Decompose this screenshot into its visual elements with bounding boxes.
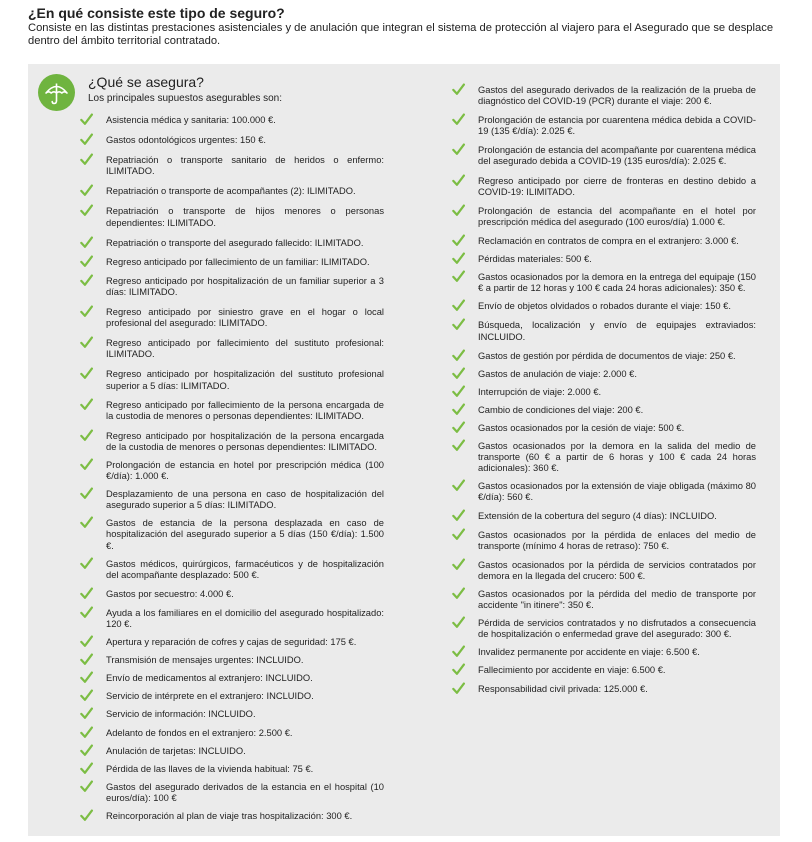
check-icon <box>452 252 465 265</box>
coverage-item <box>80 518 384 551</box>
check-icon <box>80 305 93 318</box>
coverage-list-right <box>452 78 756 695</box>
check-icon <box>452 299 465 312</box>
coverage-item-text: Pérdidas materiales: 500 €. <box>478 254 592 265</box>
coverage-item-text: Gastos de estancia de la persona desplazada en caso de hospitalización del asegurado superior a 5 días (150 €/día): 1.500 €. <box>106 518 384 551</box>
coverage-item <box>80 115 384 126</box>
check-icon <box>452 349 465 362</box>
check-icon <box>80 113 93 126</box>
coverage-item <box>80 206 384 228</box>
check-icon <box>452 558 465 571</box>
check-icon <box>80 606 93 619</box>
coverage-item-text: Servicio de intérprete en el extranjero: INCLUIDO. <box>106 691 314 702</box>
coverage-item-text: Responsabilidad civil privada: 125.000 €. <box>478 683 648 694</box>
coverage-item-text: Búsqueda, localización y envío de equipajes extraviados: INCLUIDO. <box>478 320 756 342</box>
coverage-item <box>452 387 756 398</box>
coverage-item-text: Regreso anticipado por fallecimiento de la persona encargada de la custodia de menores o personas dependientes: ILIMITADO. <box>106 399 384 421</box>
check-icon <box>80 762 93 775</box>
coverage-item-text: Regreso anticipado por hospitalización de un familiar superior a 3 días: ILIMITADO. <box>106 275 384 297</box>
check-icon <box>452 113 465 126</box>
coverage-item <box>452 618 756 640</box>
coverage-item-text: Servicio de información: INCLUIDO. <box>106 709 256 720</box>
intro-section <box>28 5 798 47</box>
coverage-item <box>80 673 384 684</box>
check-icon <box>452 479 465 492</box>
coverage-title: ¿Qué se asegura? <box>88 74 204 90</box>
check-icon <box>80 557 93 570</box>
coverage-item <box>452 405 756 416</box>
coverage-item-text: Gastos por secuestro: 4.000 €. <box>106 588 234 599</box>
intro-title: ¿En qué consiste este tipo de seguro? <box>28 5 285 21</box>
coverage-item-text: Regreso anticipado por cierre de fronteras en destino debido a COVID-19: ILIMITADO. <box>478 175 756 197</box>
coverage-item-text: Gastos odontológicos urgentes: 150 €. <box>106 135 266 146</box>
coverage-item-text: Envío de objetos olvidados o robados durante el viaje: 150 €. <box>478 301 731 312</box>
coverage-item-text: Reclamación en contratos de compra en el extranjero: 3.000 €. <box>478 235 739 246</box>
check-icon <box>80 133 93 146</box>
check-icon <box>452 367 465 380</box>
coverage-item-text: Apertura y reparación de cofres y cajas de seguridad: 175 €. <box>106 637 357 648</box>
coverage-item <box>80 637 384 648</box>
check-icon <box>80 635 93 648</box>
coverage-item <box>80 431 384 453</box>
check-icon <box>80 487 93 500</box>
check-icon <box>80 274 93 287</box>
check-icon <box>80 204 93 217</box>
check-icon <box>452 403 465 416</box>
coverage-item-text: Interrupción de viaje: 2.000 €. <box>478 386 602 397</box>
check-icon <box>80 809 93 822</box>
coverage-item <box>80 307 384 329</box>
coverage-item-text: Reincorporación al plan de viaje tras hospitalización: 300 €. <box>106 811 353 822</box>
check-icon <box>80 236 93 249</box>
check-icon <box>452 174 465 187</box>
coverage-item-text: Pérdida de las llaves de la vivienda habitual: 75 €. <box>106 763 314 774</box>
coverage-subtitle: Los principales supuestos asegurables son: <box>88 93 283 104</box>
coverage-item-text: Invalidez permanente por accidente en viaje: 6.500 €. <box>478 647 700 658</box>
check-icon <box>80 367 93 380</box>
coverage-item <box>80 489 384 511</box>
coverage-item <box>80 155 384 177</box>
check-icon <box>80 744 93 757</box>
coverage-item <box>452 206 756 228</box>
coverage-item <box>80 782 384 804</box>
check-icon <box>80 689 93 702</box>
intro-description: Consiste en las distintas prestaciones asistenciales y de anulación que integran el sistema de protección al viajero para el Asegurado que se desplace dentro del ámbito territorial contratado. <box>28 22 774 47</box>
check-icon <box>80 255 93 268</box>
coverage-item-text: Gastos de gestión por pérdida de documentos de viaje: 250 €. <box>478 350 736 361</box>
coverage-item-text: Prolongación de estancia por cuarentena médica debida a COVID-19 (135 €/día): 2.025 €. <box>478 115 756 137</box>
coverage-item-text: Regreso anticipado por siniestro grave en el hogar o local profesional del asegurado: ILIMITADO. <box>106 307 384 329</box>
coverage-item-text: Envío de medicamentos al extranjero: INCLUIDO. <box>106 673 313 684</box>
check-icon <box>452 234 465 247</box>
coverage-item <box>80 257 384 268</box>
check-icon <box>452 645 465 658</box>
coverage-item <box>80 811 384 822</box>
coverage-item-text: Gastos ocasionados por la demora en la salida del medio de transporte (60 € a partir de 6 horas y 100 € cada 24 horas adicionales): 360 €. <box>478 441 756 474</box>
check-icon <box>452 682 465 695</box>
coverage-item-text: Anulación de tarjetas: INCLUIDO. <box>106 745 246 756</box>
coverage-item <box>80 728 384 739</box>
coverage-item <box>80 589 384 600</box>
coverage-item <box>452 272 756 294</box>
coverage-item-text: Gastos ocasionados por la pérdida del medio de transporte por accidente "in itinere": 350 €. <box>478 589 756 611</box>
check-icon <box>452 663 465 676</box>
check-icon <box>452 143 465 156</box>
coverage-item-text: Gastos del asegurado derivados de la estancia en el hospital (10 euros/día): 100 € <box>106 781 384 803</box>
coverage-item-text: Pérdida de servicios contratados y no disfrutados a consecuencia de hospitalización o enfermedad grave del asegurado: 300 €. <box>478 618 756 640</box>
check-icon <box>452 509 465 522</box>
coverage-item <box>452 530 756 552</box>
coverage-item <box>452 145 756 167</box>
coverage-item-text: Repatriación o transporte de acompañantes (2): ILIMITADO. <box>106 186 356 197</box>
check-icon <box>80 458 93 471</box>
coverage-item-text: Fallecimiento por accidente en viaje: 6.500 €. <box>478 665 666 676</box>
coverage-item-text: Desplazamiento de una persona en caso de hospitalización del asegurado superior a 5 días: ILIMITADO. <box>106 489 384 511</box>
coverage-item-text: Transmisión de mensajes urgentes: INCLUIDO. <box>106 655 304 666</box>
coverage-item-text: Adelanto de fondos en el extranjero: 2.500 €. <box>106 727 293 738</box>
coverage-item <box>80 338 384 360</box>
coverage-item-text: Extensión de la cobertura del seguro (4 días): INCLUIDO. <box>478 510 717 521</box>
coverage-item <box>80 276 384 298</box>
coverage-item-text: Cambio de condiciones del viaje: 200 €. <box>478 404 644 415</box>
coverage-item <box>452 647 756 658</box>
coverage-item-text: Repatriación o transporte del asegurado fallecido: ILIMITADO. <box>106 237 364 248</box>
coverage-item-text: Gastos médicos, quirúrgicos, farmacéuticos y de hospitalización del acompañante desplazado: 500 €. <box>106 558 384 580</box>
check-icon <box>80 707 93 720</box>
coverage-item <box>452 301 756 312</box>
coverage-item <box>452 589 756 611</box>
check-icon <box>452 270 465 283</box>
coverage-list-left <box>80 108 384 822</box>
umbrella-icon <box>38 74 75 111</box>
coverage-item-text: Regreso anticipado por hospitalización del sustituto profesional superior a 5 días: ILIMITADO. <box>106 369 384 391</box>
check-icon <box>452 83 465 96</box>
coverage-item <box>452 560 756 582</box>
check-icon <box>80 653 93 666</box>
coverage-item <box>80 135 384 146</box>
check-icon <box>452 587 465 600</box>
check-icon <box>80 587 93 600</box>
coverage-item <box>80 559 384 581</box>
coverage-item-text: Asistencia médica y sanitaria: 100.000 €. <box>106 115 276 125</box>
coverage-item-text: Regreso anticipado por hospitalización de la persona encargada de la custodia de menores o personas dependientes: ILIMITADO. <box>106 430 384 452</box>
coverage-item <box>80 655 384 666</box>
check-icon <box>80 671 93 684</box>
coverage-item-text: Prolongación de estancia en hotel por prescripción médica (100 €/día): 1.000 €. <box>106 459 384 482</box>
check-icon <box>80 516 93 529</box>
coverage-item <box>452 665 756 676</box>
check-icon <box>452 385 465 398</box>
check-icon <box>452 318 465 331</box>
coverage-item <box>452 423 756 434</box>
coverage-item <box>452 85 756 107</box>
coverage-item-text: Prolongación de estancia del acompañante por cuarentena médica del asegurado debida a COVID-19 (135 euros/día): 2.025 €. <box>478 145 756 167</box>
coverage-item <box>80 608 384 630</box>
coverage-item <box>452 351 756 362</box>
check-icon <box>80 398 93 411</box>
coverage-item-text: Gastos ocasionados por la demora en la entrega del equipaje (150 € a partir de 12 horas y 100 € cada 24 horas adicionales): 350 €. <box>478 272 756 294</box>
coverage-item-text: Gastos ocasionados por la pérdida de servicios contratados por demora en la llegada del crucero: 500 €. <box>478 559 756 581</box>
coverage-item <box>452 254 756 265</box>
check-icon <box>80 726 93 739</box>
coverage-item-text: Gastos ocasionados por la cesión de viaje: 500 €. <box>478 422 685 433</box>
coverage-item <box>452 176 756 198</box>
coverage-item <box>452 236 756 247</box>
coverage-item <box>452 369 756 380</box>
check-icon <box>452 439 465 452</box>
coverage-item <box>80 186 384 197</box>
coverage-item-text: Repatriación o transporte de hijos menores o personas dependientes: ILIMITADO. <box>106 206 384 228</box>
coverage-item-text: Prolongación de estancia del acompañante en el hotel por prescripción médica del asegurado (100 euros/día) 1.000 €. <box>478 205 756 227</box>
coverage-item <box>452 320 756 342</box>
check-icon <box>452 616 465 629</box>
check-icon <box>80 184 93 197</box>
coverage-item <box>452 115 756 137</box>
coverage-item-text: Gastos ocasionados por la extensión de viaje obligada (máximo 80 €/día): 560 €. <box>478 481 756 503</box>
coverage-item-text: Gastos de anulación de viaje: 2.000 €. <box>478 368 637 379</box>
coverage-item <box>80 369 384 391</box>
check-icon <box>80 336 93 349</box>
check-icon <box>80 780 93 793</box>
coverage-item-text: Ayuda a los familiares en el domicilio del asegurado hospitalizado: 120 €. <box>106 607 384 629</box>
coverage-item <box>452 511 756 522</box>
coverage-item <box>452 684 756 695</box>
coverage-item <box>80 746 384 757</box>
coverage-item <box>452 441 756 474</box>
coverage-item-text: Gastos del asegurado derivados de la realización de la prueba de diagnóstico del COVID-19 (PCR) durante el viaje: 200 €. <box>478 85 756 107</box>
coverage-item <box>80 764 384 775</box>
coverage-item <box>80 709 384 720</box>
check-icon <box>80 153 93 166</box>
check-icon <box>452 204 465 217</box>
check-icon <box>452 528 465 541</box>
coverage-panel <box>28 64 780 836</box>
coverage-item-text: Repatriación o transporte sanitario de heridos o enfermo: ILIMITADO. <box>106 155 384 177</box>
coverage-item-text: Regreso anticipado por fallecimiento de un familiar: ILIMITADO. <box>106 256 370 267</box>
coverage-item <box>80 238 384 249</box>
coverage-item <box>80 400 384 422</box>
coverage-item <box>452 481 756 503</box>
check-icon <box>80 429 93 442</box>
coverage-item <box>80 460 384 482</box>
check-icon <box>452 421 465 434</box>
coverage-item-text: Gastos ocasionados por la pérdida de enlaces del medio de transporte (mínimo 4 horas de retraso): 750 €. <box>478 529 756 551</box>
coverage-item-text: Regreso anticipado por fallecimiento del sustituto profesional: ILIMITADO. <box>106 338 384 360</box>
coverage-item <box>80 691 384 702</box>
